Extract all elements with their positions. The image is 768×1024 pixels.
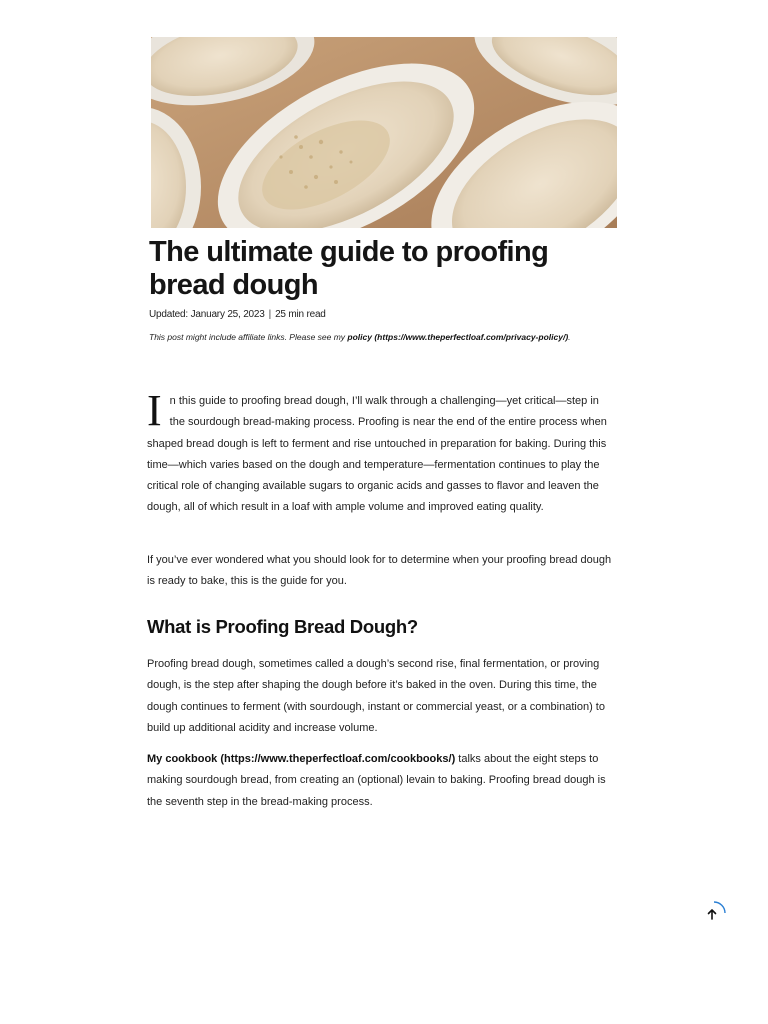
updated-date: Updated: January 25, 2023 (149, 309, 265, 320)
privacy-policy-link[interactable]: policy (https://www.theperfectloaf.com/privacy-policy/) (347, 332, 569, 342)
paragraph-3: Proofing bread dough, sometimes called a dough’s second rise, final fermentation, or proving dough, is the step after shaping the dough before it’s baked in the oven. During this time, the dough continues to ferment (with sourdough, instant or commercial yeast, or a combination) to build up additional acidity and increase volume. (147, 658, 605, 734)
article-meta (149, 309, 326, 320)
intro-text: n this guide to proofing bread dough, I’ll walk through a challenging—yet critical—step in the sourdough bread-making process. Proofing is near the end of the entire process when shaped bread dough is left to ferment and rise untouched in preparation for baking. During this time—which varies based on the dough and temperature—fermentation continues to play the critical role of changing available sugars to organic acids and gasses to flavor and leaven the dough, all of which result in a loaf with ample volume and improved eating quality. (147, 395, 607, 514)
arrow-up-icon (701, 900, 727, 926)
read-time: 25 min read (275, 309, 326, 320)
affiliate-notice (149, 327, 604, 348)
drop-cap: I (147, 386, 162, 435)
paragraph-2: If you’ve ever wondered what you should look for to determine when your proofing bread dough is ready to bake, this is the guide for you. (147, 554, 612, 588)
meta-separator: | (268, 309, 272, 320)
paragraph-4 (147, 749, 619, 813)
bread-dough-photo (151, 37, 617, 228)
cookbook-link[interactable]: My cookbook (https://www.theperfectloaf.com/cookbooks/) (147, 753, 456, 765)
section-heading: What is Proofing Bread Dough? (147, 616, 418, 637)
article-title: The ultimate guide to proofing bread dough (149, 236, 549, 301)
scroll-to-top-button[interactable] (701, 900, 727, 926)
intro-paragraph (147, 386, 617, 519)
paragraph-4-text: talks about the eight steps to making sourdough bread, from creating an (optional) levain to baking. Proofing bread dough is the seventh step in the bread-making process. (147, 753, 606, 808)
hero-image (151, 37, 617, 228)
affiliate-text: This post might include affiliate links. Please see my (149, 332, 348, 342)
affiliate-period: . (568, 332, 571, 342)
